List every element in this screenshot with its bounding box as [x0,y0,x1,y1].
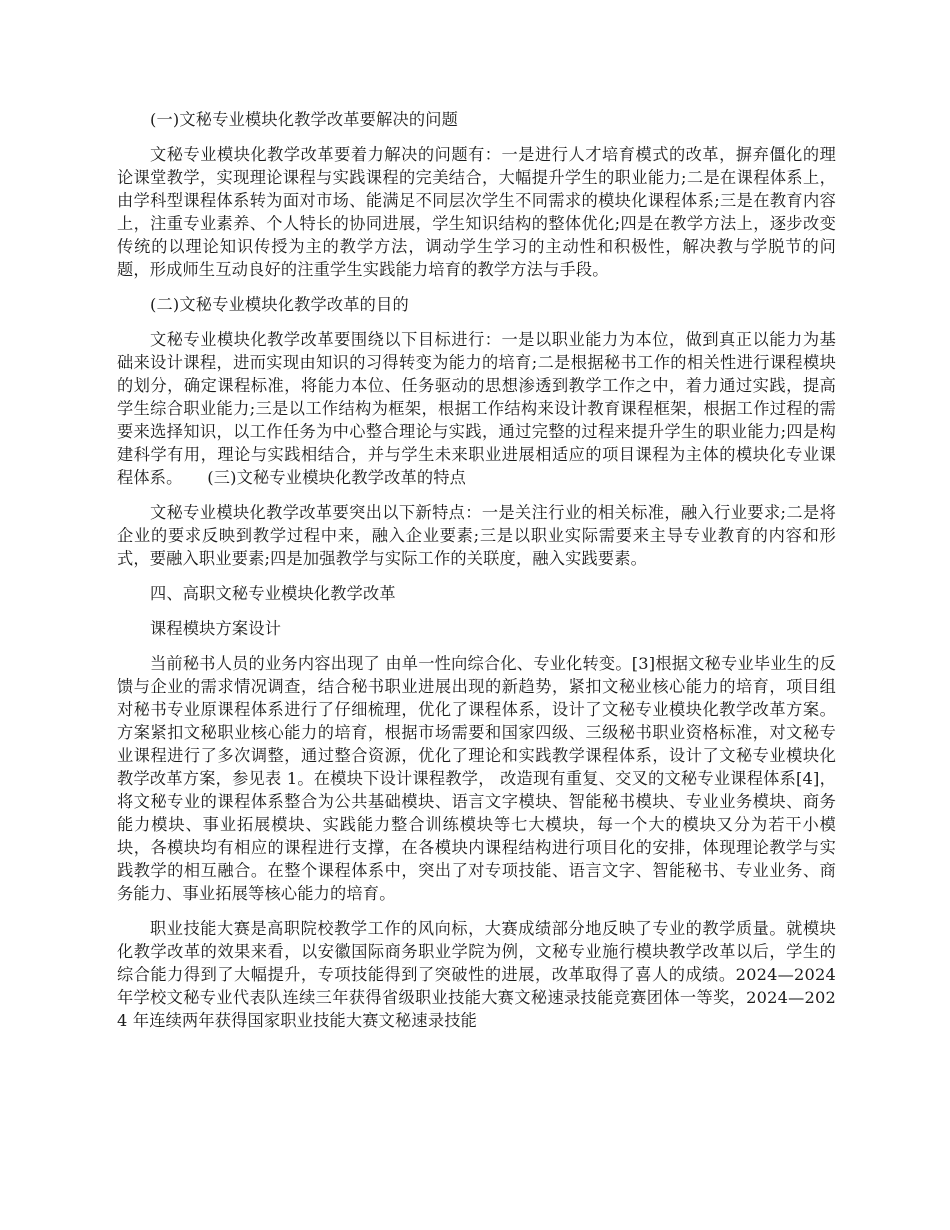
paragraph-skills-contest: 职业技能大赛是高职院校教学工作的风向标，大赛成绩部分地反映了专业的教学质量。就模块化教学改革的效果来看，以安徽国际商务职业学院为例，文秘专业施行模块教学改革以后，学生的综合能力得到了大幅提升，专项技能得到了突破性的进展，改革取得了喜人的成绩。2024—2024 年学校文秘专业代表队连续三年获得省级职业技能大赛文秘速录技能竞赛团体一等奖，2024—2024 年连续两年获得国家职业技能大赛文秘速录技能 [117,919,836,1030]
section-heading-problems: (一)文秘专业模块化教学改革要解决的问题 [150,110,459,129]
paragraph-module-design: 当前秘书人员的业务内容出现了 由单一性向综合化、专业化转变。[3]根据文秘专业毕业生的反馈与企业的需求情况调查，结合秘书职业进展出现的新趋势，紧扣文秘业核心能力的培育，项目组对秘书专业原课程体系进行了仔细梳理，优化了课程体系，设计了文秘专业模块化教学改革方案。方案紧扣文秘职业核心能力的培育，根据市场需要和国家四级、三级秘书职业资格标准，对文秘专业课程进行了多次调整，通过整合资源，优化了理论和实践教学课程体系，设计了文秘专业模块化教学改革方案，参见表 1。在模块下设计课程教学， 改造现有重复、交叉的文秘专业课程体系[4]，将文秘专业的课程体系整合为公共基础模块、语言文字模块、智能秘书模块、专业业务模块、商务能力模块、事业拓展模块、实践能力整合训练模块等七大模块，每一个大的模块又分为若干小模块，各模块均有相应的课程进行支撑，在各模块内课程结构进行项目化的安排，体现理论教学与实践教学的相互融合。在整个课程体系中，突出了对专项技能、语言文字、智能秘书、专业业务、商务能力、事业拓展等核心能力的培育。 [117,654,836,903]
paragraph-problems: 文秘专业模块化教学改革要着力解决的问题有：一是进行人才培育模式的改革，摒弃僵化的理论课堂教学，实现理论课程与实践课程的完美结合，大幅提升学生的职业能力;二是在课程体系上，由学科型课程体系转为面对市场、能满足不同层次学生不同需求的模块化课程体系;三是在教育内容上，注重专业素养、个人特长的协同进展，学生知识结构的整体优化;四是在教学方法上，逐步改变传统的以理论知识传授为主的教学方法，调动学生学习的主动性和积极性，解决教与学脱节的问题，形成师生互动良好的注重学生实践能力培育的教学方法与手段。 [117,145,836,279]
subsection-heading-module-design: 课程模块方案设计 [150,619,282,638]
paragraph-features: 文秘专业模块化教学改革要突出以下新特点：一是关注行业的相关标准，融入行业要求;二是将企业的要求反映到教学过程中来，融入企业要素;三是以职业实际需要来主导专业教育的内容和形式，要融入职业要素;四是加强教学与实际工作的关联度，融入实践要素。 [117,503,836,568]
section-heading-reform: 四、高职文秘专业模块化教学改革 [150,584,396,603]
paragraph-goals: 文秘专业模块化教学改革要围绕以下目标进行：一是以职业能力为本位，做到真正以能力为基础来设计课程，进而实现由知识的习得转变为能力的培育;二是根据秘书工作的相关性进行课程模块的划分，确定课程标准，将能力本位、任务驱动的思想渗透到教学工作之中，着力通过实践，提高学生综合职业能力;三是以工作结构为框架，根据工作结构来设计教育课程框架，根据工作过程的需要来选择知识，以工作任务为中心整合理论与实践，通过完整的过程来提升学生的职业能力;四是构建科学有用，理论与实践相结合，并与学生未来职业进展相适应的项目课程为主体的模块化专业课程体系。 (三)文秘专业模块化教学改革的特点 [117,330,836,487]
section-heading-goals: (二)文秘专业模块化教学改革的目的 [150,295,409,314]
